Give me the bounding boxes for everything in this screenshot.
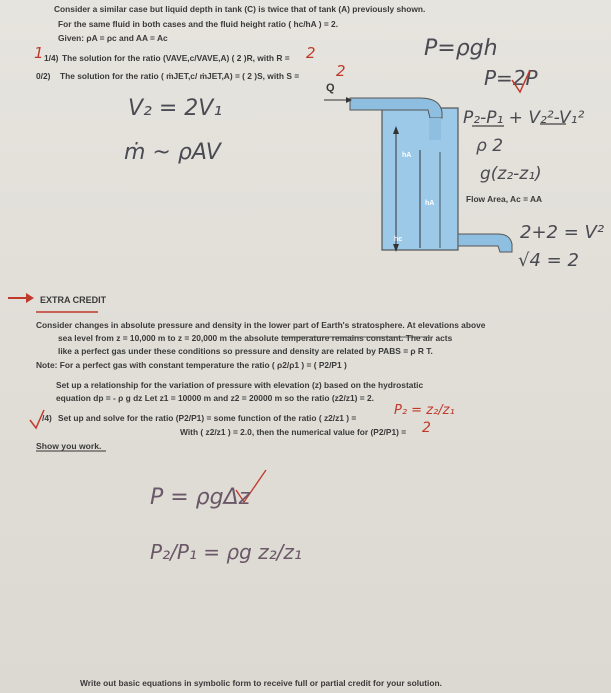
extra-setup-1: Set up a relationship for the variation of pressure with elevation (z) based on the hydrostatic: [56, 380, 424, 390]
q1-score-mark: 1: [34, 44, 44, 62]
flow-q-label: Q: [326, 82, 335, 94]
header-line-3: Given: ρA = ρc and AA = Ac: [58, 33, 168, 43]
extra-p1: Consider changes in absolute pressure and density in the lower part of Earth's stratosphere. At elevations above: [36, 320, 486, 330]
hw-sqrt: √4 = 2: [518, 250, 579, 271]
footer-note: Write out basic equations in symbolic form to receive full or partial credit for your solution.: [80, 678, 442, 688]
hw-g-z: g(z₂-z₁): [480, 164, 542, 184]
q2-text: The solution for the ratio ( ṁJET,c/ ṁJET,A) = ( 2 )S, with S =: [60, 71, 300, 81]
hw-p-2p: P=2P: [484, 66, 538, 90]
flow-area-label: Flow Area, Ac = AA: [466, 194, 543, 204]
extra-q-line-1: Set up and solve for the ratio (P2/P1) = some function of the ratio ( z2/z1 ) =: [58, 413, 357, 423]
extra-q-answer-fraction: P₂ = z₂/z₁: [394, 403, 455, 418]
q1-text: The solution for the ratio (VAVE,c/VAVE,A) ( 2 )R, with R =: [62, 53, 290, 63]
label-hc: hc: [394, 236, 403, 243]
q2-score: 0/2): [36, 71, 51, 81]
extra-q-score: /4): [42, 413, 52, 423]
extra-credit-title: EXTRA CREDIT: [40, 295, 107, 305]
hw-bernoulli: P₂-P₁ + V₂²-V₁²: [463, 108, 585, 128]
extra-q-answer: 2: [422, 420, 431, 436]
extra-setup-2: equation dp = - ρ g dz Let z1 = 10000 m and z2 = 20000 m so the ratio (z2/z1) = 2.: [56, 393, 374, 403]
extra-q-line-2: With ( z2/z1 ) = 2.0, then the numerical value for (P2/P1) =: [180, 427, 407, 437]
extra-p2: sea level from z = 10,000 m to z = 20,000 m the absolute temperature remains constant. The air acts: [58, 333, 453, 343]
show-work-label: Show you work.: [36, 441, 102, 451]
work-line-2: P₂/P₁ = ρg z₂/z₁: [150, 540, 302, 564]
hw-rho-2: ρ 2: [476, 136, 504, 156]
header-line-2: For the same fluid in both cases and the fluid height ratio ( hc/hA ) = 2.: [58, 19, 339, 29]
extra-p3: like a perfect gas under these conditions so pressure and density are related by PABS = ρ R T.: [58, 346, 433, 356]
hw-mdot-equation: ṁ ~ ρAV: [124, 140, 221, 165]
hw-v2-equation: V₂ = 2V₁: [128, 96, 223, 121]
q1-answer: 2: [306, 44, 316, 62]
work-line-1: P = ρgΔz: [150, 485, 251, 510]
q2-answer: 2: [336, 62, 346, 80]
hw-p-rho-g-h: P=ρgh: [424, 36, 498, 61]
label-ha-2: hA: [425, 200, 435, 207]
q1-score: 1/4): [44, 53, 59, 63]
hw-sum: 2+2 = V²: [520, 222, 605, 243]
label-ha: hA: [402, 152, 412, 159]
extra-note: Note: For a perfect gas with constant temperature the ratio ( ρ2/ρ1 ) = ( P2/P1 ): [36, 360, 347, 370]
header-line-1: Consider a similar case but liquid depth in tank (C) is twice that of tank (A) previously shown.: [54, 4, 426, 14]
